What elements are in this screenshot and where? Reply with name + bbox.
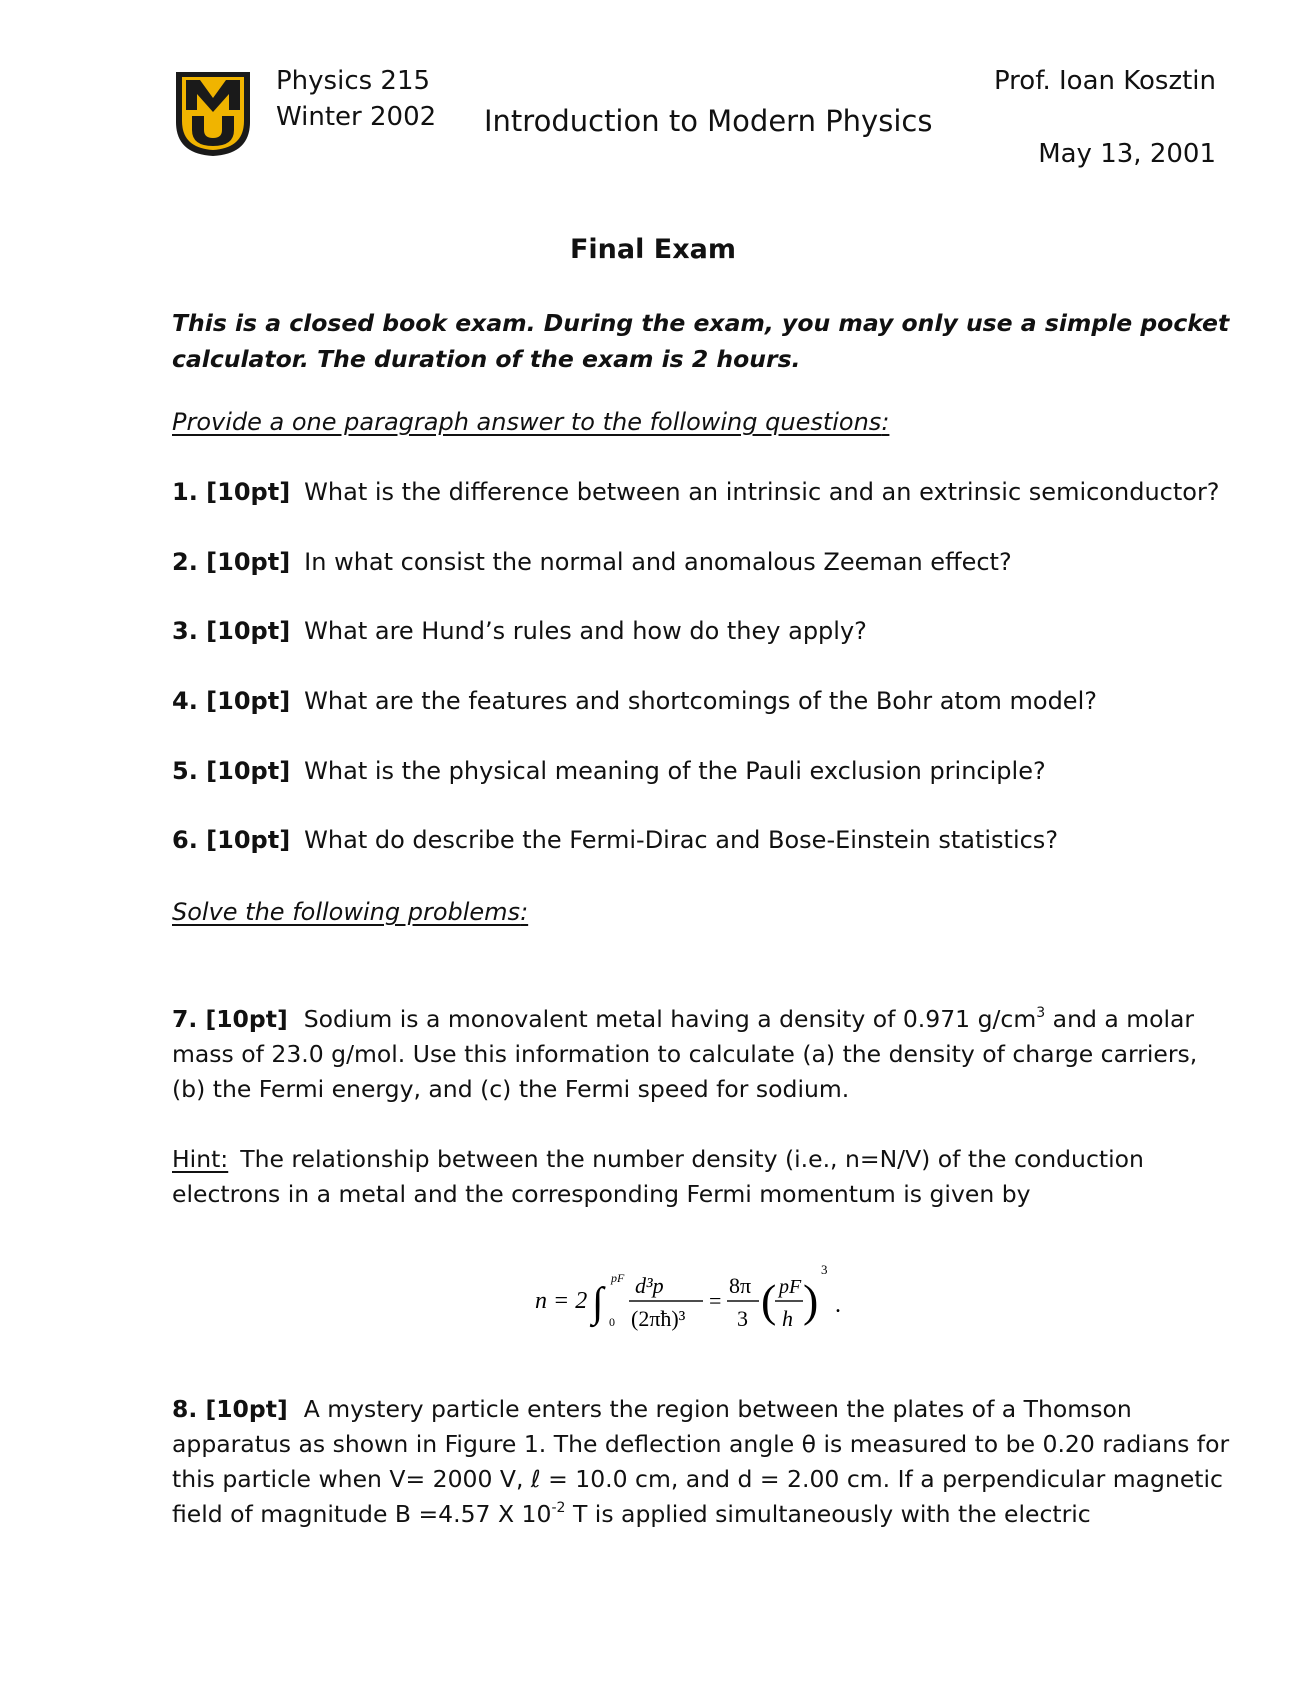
problem-text: Sodium is a monovalent metal having a density of 0.971 g/cm [303, 1005, 1037, 1033]
question-text: What is the physical meaning of the Pauli exclusion principle? [304, 757, 1046, 785]
question-number: 6. [10pt] [172, 826, 291, 854]
superscript: -2 [551, 1500, 566, 1517]
exponent: 3 [821, 1262, 828, 1277]
course-title: Introduction to Modern Physics [484, 104, 933, 138]
exam-instructions: This is a closed book exam. During the exam, you may only use a simple pocket calculator. The duration of the exam is 2 hours. [172, 309, 1230, 373]
section-heading-problems [172, 898, 528, 926]
hint-text: The relationship between the number density (i.e., n=N/V) of the conduction electrons in a metal and the corresponding Fermi momentum is given by [172, 1145, 1144, 1208]
hint-label: Hint: [172, 1145, 229, 1173]
problem-text: A mystery particle enters the region between the plates of a Thomson apparatus as shown in Figure 1. The deflection angle θ is measured to be 0.20 radians for this particle when V= 2000 V, ℓ = 10.0 cm, and d = 2.00 cm. If a perpendicular magnetic field of magnitude B =4.57 X 10 [172, 1395, 1230, 1528]
question-3 [172, 617, 867, 645]
question-6 [172, 826, 1058, 854]
question-number: 4. [10pt] [172, 687, 291, 715]
integrand-denominator: (2πħ)³ [631, 1306, 686, 1331]
term: Winter 2002 [276, 102, 437, 132]
university-logo [172, 70, 254, 158]
question-number: 2. [10pt] [172, 548, 291, 576]
question-text: What are the features and shortcomings of the Bohr atom model? [304, 687, 1097, 715]
formula-lhs: n = 2 [535, 1288, 588, 1314]
coefficient-numerator: 8π [729, 1273, 752, 1298]
exam-date: May 13, 2001 [1038, 139, 1216, 169]
inner-numerator: pF [779, 1276, 802, 1298]
exam-title: Final Exam [569, 234, 736, 265]
question-5 [172, 757, 1046, 785]
problem-number: 7. [10pt] [172, 1005, 288, 1033]
formula-period: . [835, 1292, 841, 1318]
section-heading-questions [172, 408, 889, 436]
integrand-numerator: d³p [635, 1273, 664, 1298]
section-heading-text: Solve the following problems [172, 898, 521, 926]
right-paren: ) [803, 1275, 819, 1326]
problem-number: 8. [10pt] [172, 1395, 288, 1423]
course-number: Physics 215 [276, 66, 431, 96]
question-text: In what consist the normal and anomalous Zeeman effect? [304, 548, 1012, 576]
problem-8 [172, 1392, 1232, 1532]
hint [172, 1142, 1232, 1212]
superscript: 3 [1036, 1005, 1046, 1022]
inner-denominator: h [782, 1306, 793, 1331]
section-heading-colon: : [520, 898, 529, 926]
question-number: 5. [10pt] [172, 757, 291, 785]
section-heading-text: Provide a one paragraph answer to the following questions [172, 408, 882, 436]
question-number: 1. [10pt] [172, 478, 291, 506]
question-text: What do describe the Fermi-Dirac and Bose-Einstein statistics? [304, 826, 1059, 854]
problem-text-cont: and a molar mass of 23.0 g/mol. Use this information to calculate (a) the density of charge carriers, (b) the Fermi energy, and (c) the Fermi speed for sodium. [172, 1005, 1198, 1103]
fermi-momentum-formula [535, 1260, 875, 1340]
question-4 [172, 687, 1097, 715]
question-number: 3. [10pt] [172, 617, 291, 645]
question-text: What is the difference between an intrinsic and an extrinsic semiconductor? [304, 478, 1220, 506]
question-2 [172, 548, 1012, 576]
instructor: Prof. Ioan Kosztin [993, 66, 1216, 96]
question-text: What are Hund’s rules and how do they apply? [304, 617, 867, 645]
left-paren: ( [761, 1275, 777, 1326]
integral-sign: ∫ [592, 1280, 604, 1326]
lower-limit: 0 [609, 1315, 615, 1329]
question-1 [172, 478, 1220, 506]
coefficient-denominator: 3 [737, 1306, 748, 1331]
equals-sign: = [709, 1288, 722, 1313]
section-heading-colon: : [881, 408, 890, 436]
problem-7 [172, 1002, 1232, 1107]
upper-limit: pF [611, 1271, 625, 1285]
problem-text-cont: T is applied simultaneously with the electric [565, 1500, 1091, 1528]
